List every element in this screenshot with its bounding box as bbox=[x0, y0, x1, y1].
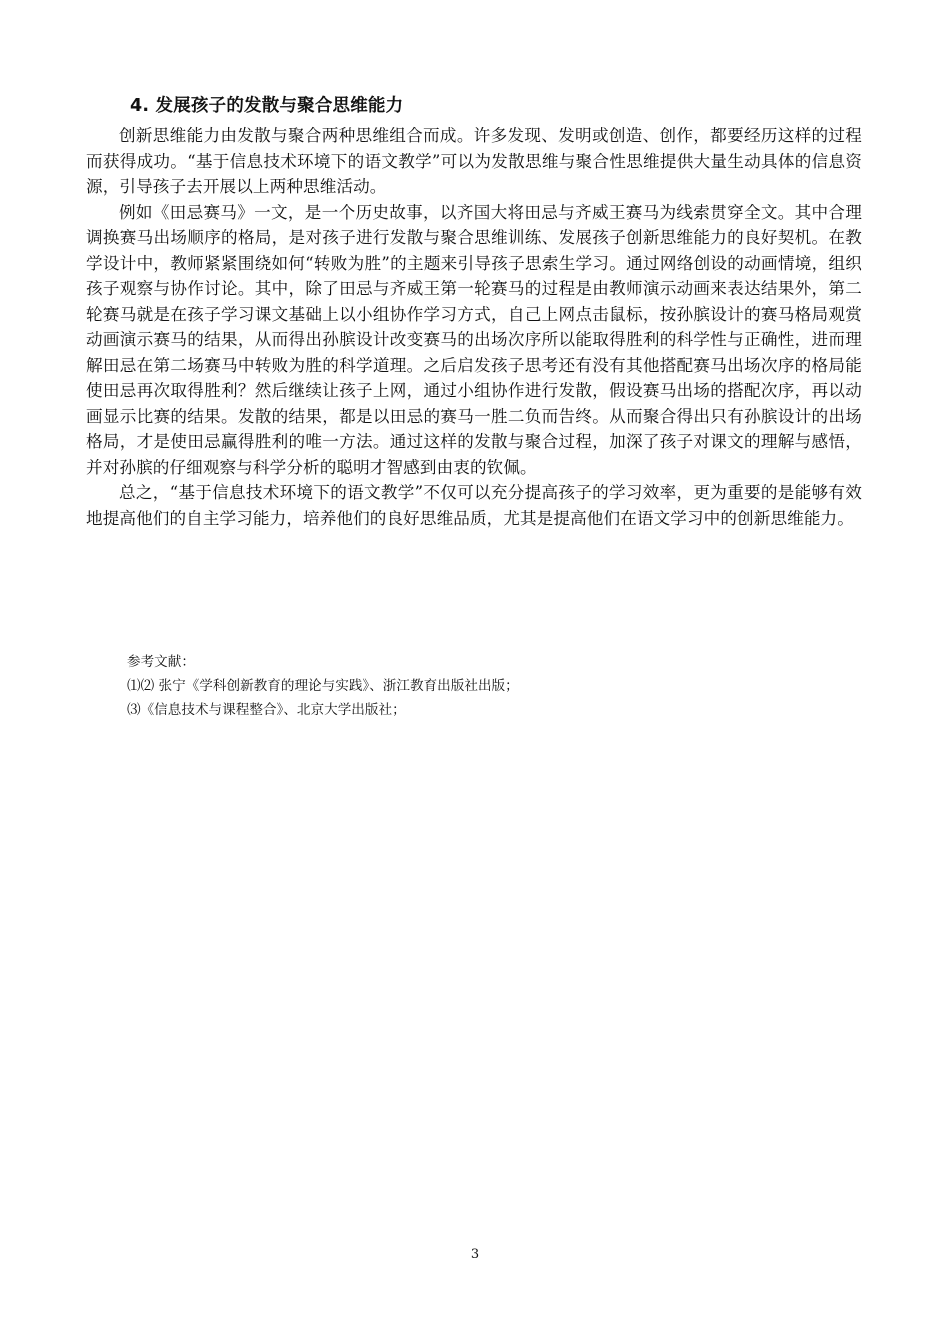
paragraph-example: 例如《田忌赛马》一文，是一个历史故事，以齐国大将田忌与齐威王赛马为线索贯穿全文。其中合理调换赛马出场顺序的格局，是对孩子进行发散与聚合思维训练、发展孩子创新思维能力的良好契机。在教学设计中，教师紧紧围绕如何“转败为胜”的主题来引导孩子思索生学习。通过网络创设的动画情境，组织孩子观察与协作讨论。其中，除了田忌与齐威王第一轮赛马的过程是由教师演示动画来表达结果外，第二轮赛马就是在孩子学习课文基础上以小组协作学习方式，自己上网点击鼠标，按孙膑设计的赛马格局观赏动画演示赛马的结果，从而得出孙膑设计改变赛马的出场次序所以能取得胜利的科学性与正确性，进而理解田忌在第二场赛马中转败为胜的科学道理。之后启发孩子思考还有没有其他搭配赛马出场次序的格局能使田忌再次取得胜利？然后继续让孩子上网，通过小组协作进行发散，假设赛马出场的搭配次序，再以动画显示比赛的结果。发散的结果，都是以田忌的赛马一胜二负而告终。从而聚合得出只有孙膑设计的出场格局，才是使田忌赢得胜利的唯一方法。通过这样的发散与聚合过程，加深了孩子对课文的理解与感悟，并对孙膑的仔细观察与科学分析的聪明才智感到由衷的钦佩。 bbox=[86, 202, 862, 477]
paragraph-intro: 创新思维能力由发散与聚合两种思维组合而成。许多发现、发明或创造、创作，都要经历这样的过程而获得成功。“基于信息技术环境下的语文教学”可以为发散思维与聚合性思维提供大量生动具体的信息资源，引导孩子去开展以上两种思维活动。 bbox=[86, 126, 862, 196]
reference-item: ⑴⑵ 张宁《学科创新教育的理论与实践》、浙江教育出版社出版； bbox=[127, 678, 519, 694]
section-heading: 4. 发展孩子的发散与聚合思维能力 bbox=[130, 96, 404, 116]
reference-item: ⑶《信息技术与课程整合》、北京大学出版社； bbox=[127, 702, 406, 718]
document-body bbox=[86, 92, 862, 531]
paragraph-conclusion: 总之，“基于信息技术环境下的语文教学”不仅可以充分提高孩子的学习效率，更为重要的是能够有效地提高他们的自主学习能力，培养他们的良好思维品质，尤其是提高他们在语文学习中的创新思维能力。 bbox=[86, 483, 862, 528]
references-section bbox=[127, 650, 827, 722]
references-title: 参考文献： bbox=[127, 654, 195, 670]
page-number: 3 bbox=[470, 1247, 480, 1262]
